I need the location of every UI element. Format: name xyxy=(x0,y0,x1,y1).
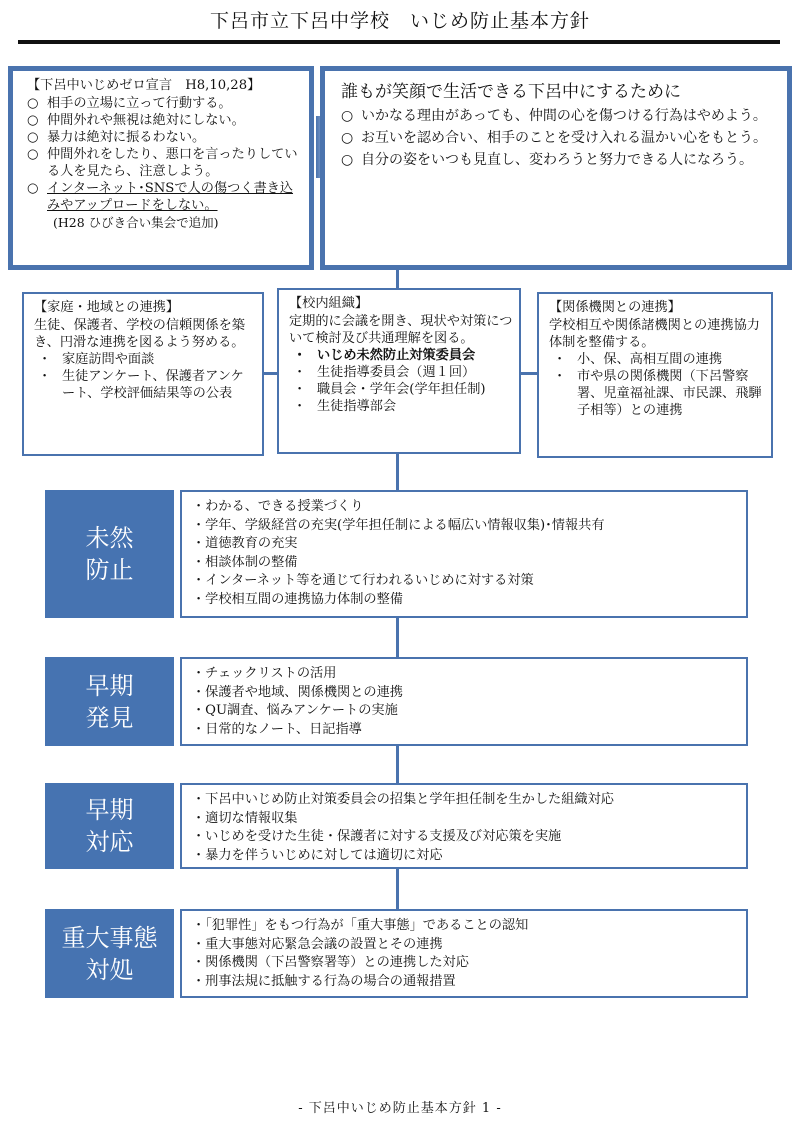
internal-item: ・ 職員会・学年会(学年担任制) xyxy=(289,381,513,398)
section-item: ・暴力を伴ういじめに対しては適切に対応 xyxy=(192,847,443,863)
page-title: 下呂市立下呂中学校 いじめ防止基本方針 xyxy=(209,10,590,32)
family-heading: 【家庭・地域との連携】 xyxy=(34,300,180,315)
section-label-line: 早期 xyxy=(85,671,134,700)
agencies-box xyxy=(537,292,773,458)
section-items-prevention xyxy=(180,490,748,618)
section-label-line: 対応 xyxy=(85,828,134,856)
section-item: ・関係機関（下呂警察署等）との連携した対応 xyxy=(192,955,469,970)
declaration-heading: 【下呂中いじめゼロ宣言 H8,10,28】 xyxy=(27,78,261,93)
page-footer: - 下呂中いじめ防止基本方針 1 - xyxy=(298,1101,502,1116)
section-item: ・チェックリストの活用 xyxy=(192,666,337,681)
section-item: ・「犯罪性」をもつ行為が「重大事態」であることの認知 xyxy=(192,918,529,933)
family-item: ・ 生徒アンケート、保護者アンケート、学校評価結果等の公表 xyxy=(34,368,256,402)
section-item: ・学年、学級経営の充実(学年担任制による幅広い情報収集)･情報共有 xyxy=(192,517,605,533)
connector-line xyxy=(396,746,399,784)
internal-heading: 【校内組織】 xyxy=(289,296,369,311)
section-label-prevention xyxy=(45,490,174,618)
section-item: ・下呂中いじめ防止対策委員会の招集と学年担任制を生かした組織対応 xyxy=(192,792,614,807)
section-label-line: 重大事態 xyxy=(61,923,158,952)
section-item: ・刑事法規に抵触する行為の場合の通報措置 xyxy=(192,973,456,989)
declaration-item: ○ 仲間外れや無視は絶対にしない。 xyxy=(27,112,300,129)
declaration-item: ○ インターネット･SNSで人の傷つく書き込みやアップロードをしない。 xyxy=(27,180,300,214)
section-label-early-response xyxy=(45,783,174,869)
internal-body: 定期的に会議を開き、現状や対策について検討及び共通理解を図る。 xyxy=(289,314,513,346)
goal-item: ○ いかなる理由があっても、仲間の心を傷つける行為はやめよう。 xyxy=(341,105,777,127)
section-label-line: 早期 xyxy=(85,796,134,824)
section-label-serious-case xyxy=(45,909,174,998)
section-items-serious-case xyxy=(180,909,748,998)
section-item: ・いじめを受けた生徒・保護者に対する支援及び対応策を実施 xyxy=(192,829,562,844)
declaration-item: ○ 暴力は絶対に振るわない。 xyxy=(27,129,300,146)
goal-heading: 誰もが笑顔で生活できる下呂中にするために xyxy=(341,82,681,102)
section-label-early-detection xyxy=(45,657,174,746)
agencies-item: ・ 市や県の関係機関（下呂警察署、児童福祉課、市民課、飛騨子相等）との連携 xyxy=(549,368,765,419)
internal-item: ・ 生徒指導部会 xyxy=(289,398,513,415)
section-item: ・QU調査、悩みアンケートの実施 xyxy=(192,703,398,718)
family-item: ・ 家庭訪問や面談 xyxy=(34,351,256,368)
section-item: ・道徳教育の充実 xyxy=(192,536,298,551)
section-item: ・日常的なノート、日記指導 xyxy=(192,721,362,737)
section-items-early-detection xyxy=(180,657,748,746)
agencies-heading: 【関係機関との連携】 xyxy=(549,300,681,315)
agencies-body: 学校相互や関係諸機関との連携協力体制を整備する。 xyxy=(549,318,760,350)
goal-item: ○ 自分の姿をいつも見直し、変わろうと努力できる人になろう。 xyxy=(341,149,777,171)
section-item: ・インターネット等を通じて行われるいじめに対する対策 xyxy=(192,573,534,588)
internal-box xyxy=(277,288,521,454)
goal-item: ○ お互いを認め合い、相手のことを受け入れる温かい心をもとう。 xyxy=(341,127,777,149)
declaration-box xyxy=(8,66,314,270)
section-label-line: 未然 xyxy=(85,524,134,552)
section-item: ・わかる、できる授業づくり xyxy=(192,499,364,514)
section-label-line: 防止 xyxy=(85,556,134,584)
title-rule xyxy=(18,40,780,44)
section-items-early-response xyxy=(180,783,748,869)
section-item: ・学校相互間の連携協力体制の整備 xyxy=(192,591,403,607)
connector-line xyxy=(396,868,399,910)
connector-line xyxy=(396,618,399,658)
family-box xyxy=(22,292,264,456)
declaration-item: ○ 相手の立場に立って行動する。 xyxy=(27,95,300,112)
section-item: ・保護者や地域、関係機関との連携 xyxy=(192,684,403,700)
internal-item: ・ 生徒指導委員会（週１回） xyxy=(289,364,513,381)
declaration-note: (H28 ひびき合い集会で追加) xyxy=(53,215,219,230)
section-label-line: 発見 xyxy=(85,703,134,732)
section-item: ・適切な情報収集 xyxy=(192,810,298,826)
family-body: 生徒、保護者、学校の信頼関係を築き、円滑な連携を図るよう努める。 xyxy=(34,318,245,350)
section-label-line: 対処 xyxy=(85,955,134,984)
goal-box xyxy=(320,66,792,270)
internal-item: ・ いじめ未然防止対策委員会 xyxy=(289,347,513,364)
section-item: ・重大事態対応緊急会議の設置とその連携 xyxy=(192,936,443,952)
declaration-item: ○ 仲間外れをしたり、悪口を言ったりしている人を見たら、注意しよう。 xyxy=(27,146,300,180)
section-item: ・相談体制の整備 xyxy=(192,554,298,570)
agencies-item: ・ 小、保、高相互間の連携 xyxy=(549,351,765,368)
